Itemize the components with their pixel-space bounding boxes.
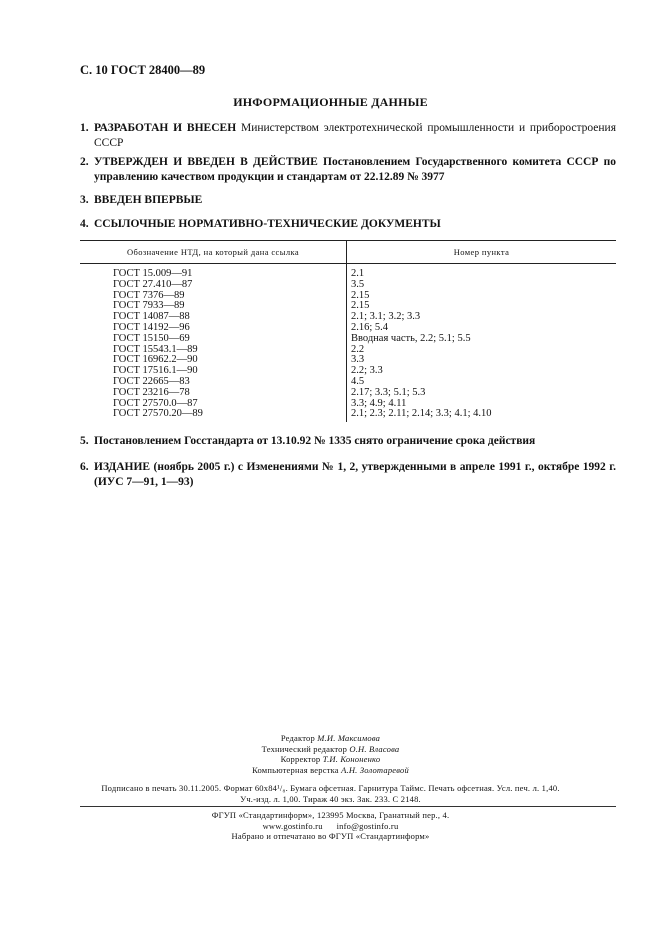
item-number: 1. [80,122,89,134]
document-cell: ГОСТ 14087—88 [80,312,347,323]
document-cell: ГОСТ 14192—96 [80,323,347,334]
table-row [80,388,616,399]
print-info-line-1: Подписано в печать 30.11.2005. Формат 60x84¹/₈. Бумага офсетная. Гарнитура Таймс. Печать офсетная. Усл. печ. л. 1,40. [101,783,560,793]
clause-cell: 2.1; 3.1; 3.2; 3.3 [351,311,421,323]
item-text: Постановлением Государственного комитета СССР по управлению качеством продукции и стандартам от 22.12.89 № 3977 [94,156,616,183]
item-number: 4. [80,218,89,230]
info-item-5 [80,434,616,449]
colophon-editors [0,733,661,775]
clause-cell: 4.5 [351,375,365,387]
document-cell: ГОСТ 7933—89 [80,301,347,312]
publisher-info [0,810,661,842]
item-number: 5. [80,435,89,447]
document-cell: ГОСТ 7376—89 [80,291,347,302]
item-heading: УТВЕРЖДЕН И ВВЕДЕН В ДЕЙСТВИЕ [94,156,318,168]
references-table [80,240,616,422]
document-cell: ГОСТ 15150—69 [80,334,347,345]
table-header-row [80,241,616,264]
item-text: (ноябрь 2005 г.) с Изменениями № 1, 2, утвержденными в апреле 1991 г., октябре 1992 г. (ИУС 7—91, 1—93) [94,461,616,488]
clause-cell: 2.2; 3.3 [351,365,383,377]
item-number: 6. [80,461,89,473]
clause-cell: 2.15 [351,300,370,312]
clause-cell: 2.17; 3.3; 5.1; 5.3 [351,386,426,398]
print-info [0,783,661,804]
info-item-4 [80,217,616,232]
document-cell: ГОСТ 27570.0—87 [80,399,347,410]
document-cell: ГОСТ 15.009—91 [80,264,347,280]
document-cell: ГОСТ 17516.1—90 [80,366,347,377]
table-row [80,409,616,422]
document-cell: ГОСТ 15543.1—89 [80,345,347,356]
item-heading: ИЗДАНИЕ [94,461,151,473]
item-heading: ССЫЛОЧНЫЕ НОРМАТИВНО-ТЕХНИЧЕСКИЕ ДОКУМЕНТЫ [94,218,441,230]
corrector-line: Корректор Т.И. Кононенко [280,754,381,764]
references-table-body [80,264,616,423]
clause-cell: 2.1 [351,268,365,279]
print-info-line-2: Уч.-изд. л. 1,00. Тираж 40 экз. Зак. 233. С 2148. [240,793,421,804]
table-row [80,334,616,345]
item-number: 2. [80,156,89,168]
info-item-6 [80,460,616,489]
section-title: ИНФОРМАЦИОННЫЕ ДАННЫЕ [233,95,428,109]
column-header-clause: Номер пункта [347,241,617,264]
clause-cell: 3.5 [351,278,365,290]
item-text: Министерством электротехнической промышленности и приборостроения СССР [94,122,616,149]
info-item-3 [80,193,616,208]
publisher-line-1: ФГУП «Стандартинформ», 123995 Москва, Гранатный пер., 4. [211,810,450,820]
item-text: Постановлением Госстандарта от 13.10.92 № 1335 снято ограничение срока действия [94,435,536,447]
clause-cell: 2.16; 5.4 [351,321,389,333]
email-link[interactable]: info@gostinfo.ru [336,820,399,831]
clause-cell: Вводная часть, 2.2; 5.1; 5.5 [351,332,471,344]
item-heading: ВВЕДЕН ВПЕРВЫЕ [94,194,203,206]
editor-line: Редактор М.И. Максимова [280,733,381,743]
item-heading: РАЗРАБОТАН И ВНЕСЕН [94,122,237,134]
clause-cell: 2.15 [351,289,370,301]
layout-line: Компьютерная верстка А.Н. Золотаревой [252,764,409,775]
divider [80,806,616,807]
website-link[interactable]: www.gostinfo.ru [262,820,323,831]
info-item-1 [80,121,616,150]
document-cell: ГОСТ 22665—83 [80,377,347,388]
document-cell: ГОСТ 27.410—87 [80,280,347,291]
table-row [80,264,616,280]
clause-cell: 2.2 [351,343,365,355]
column-header-document: Обозначение НТД, на который дана ссылка [80,241,347,264]
item-number: 3. [80,194,89,206]
document-cell: ГОСТ 16962.2—90 [80,355,347,366]
info-item-2 [80,155,616,184]
publisher-line-2 [0,821,661,832]
publisher-line-3: Набрано и отпечатано во ФГУП «Стандартинформ» [231,831,430,841]
document-cell: ГОСТ 23216—78 [80,388,347,399]
clause-cell: 3.3 [351,354,365,366]
clause-cell: 3.3; 4.9; 4.11 [351,397,407,409]
table-row [80,280,616,291]
page-header: С. 10 ГОСТ 28400—89 [80,63,206,77]
document-cell: ГОСТ 27570.20—89 [80,409,347,422]
clause-cell: 2.1; 2.3; 2.11; 2.14; 3.3; 4.1; 4.10 [351,408,492,420]
tech-editor-line: Технический редактор О.Н. Власова [261,743,400,754]
